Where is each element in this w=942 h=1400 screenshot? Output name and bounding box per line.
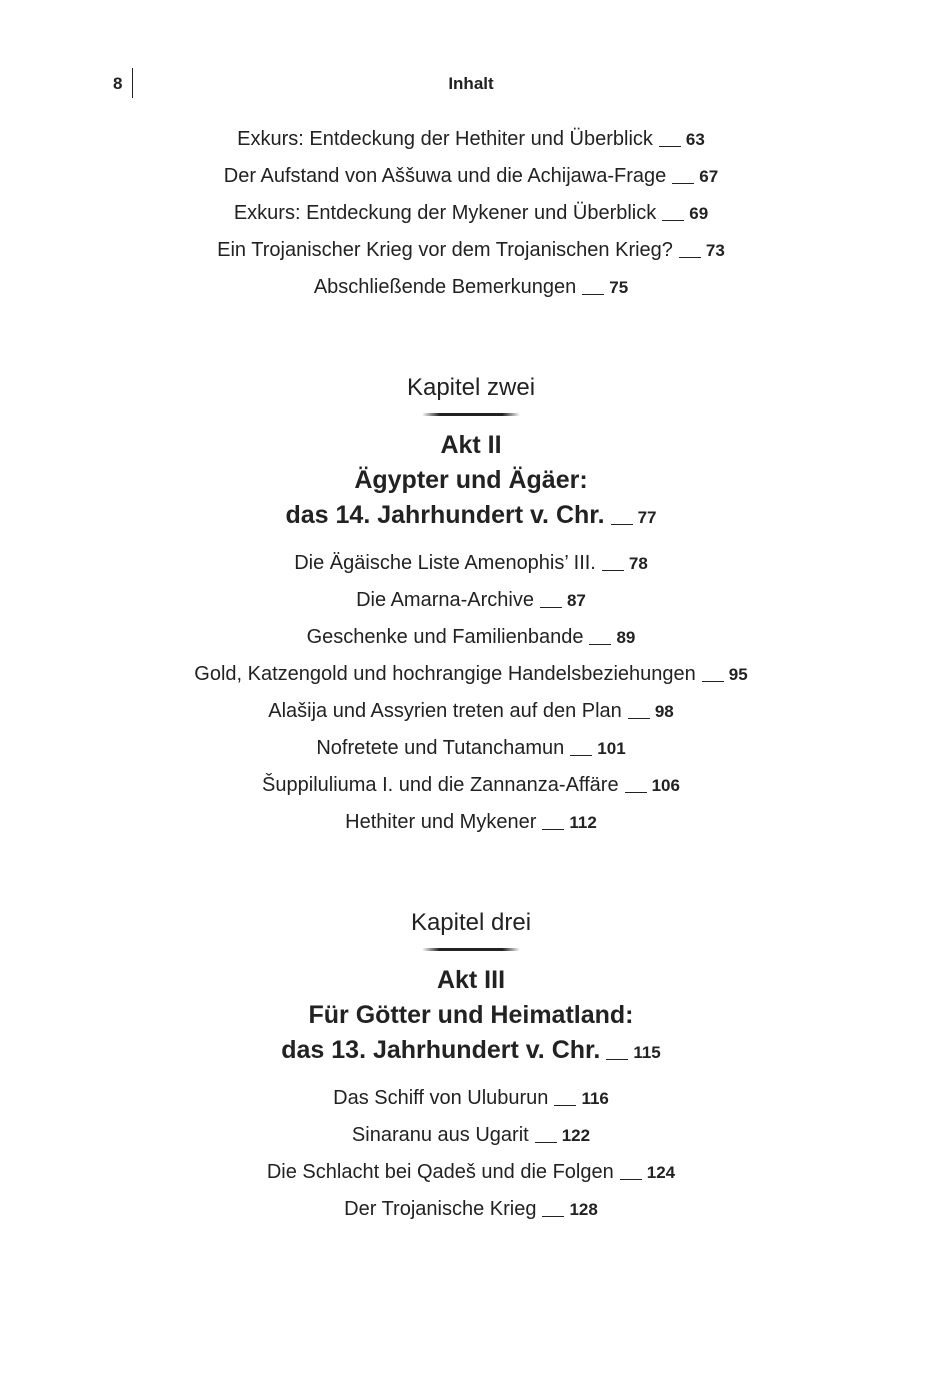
toc-section-top	[0, 121, 942, 306]
leader-line	[620, 1179, 642, 1180]
toc-entry-page: 95	[728, 665, 748, 684]
toc-entry-title: Der Aufstand von Aššuwa und die Achijawa-Frage	[223, 165, 667, 187]
toc-entry[interactable]	[0, 158, 942, 195]
leader-line	[540, 607, 562, 608]
toc-entry[interactable]	[0, 1191, 942, 1228]
chapter-heading	[0, 373, 942, 535]
toc-entry-page: 73	[705, 241, 725, 260]
chapter-divider	[422, 948, 520, 951]
toc-entry[interactable]	[0, 804, 942, 841]
chapter-subtitle: das 13. Jahrhundert v. Chr.	[281, 1036, 601, 1064]
toc-entry[interactable]	[0, 195, 942, 232]
act-label: Akt III	[436, 966, 506, 994]
leader-line	[625, 792, 647, 793]
toc-section-chapter-three	[0, 1080, 942, 1228]
toc-entry-title: Die Ägäische Liste Amenophis’ III.	[294, 552, 596, 574]
chapter-page: 77	[637, 508, 657, 527]
toc-entry-title: Sinaranu aus Ugarit	[351, 1124, 529, 1146]
toc-entry-title: Hethiter und Mykener	[345, 811, 537, 833]
toc-section-chapter-two	[0, 545, 942, 841]
toc-entry[interactable]	[0, 693, 942, 730]
toc-entry-page: 122	[561, 1126, 591, 1145]
toc-entry-page: 112	[569, 813, 597, 832]
chapter-label: Kapitel drei	[410, 909, 532, 936]
leader-line	[662, 220, 684, 221]
chapter-divider	[422, 413, 520, 416]
toc-entry-page: 106	[651, 776, 680, 795]
toc-entry-title: Alašija und Assyrien treten auf den Plan	[268, 700, 622, 722]
toc-entry[interactable]	[0, 269, 942, 306]
toc-entry-title: Abschließende Bemerkungen	[313, 276, 577, 298]
page-number: 8	[113, 74, 123, 93]
chapter-title-line[interactable]	[0, 498, 942, 535]
toc-entry[interactable]	[0, 1154, 942, 1191]
toc-entry-title: Ein Trojanischer Krieg vor dem Trojanischen Krieg?	[217, 239, 673, 261]
toc-entry-page: 128	[569, 1200, 598, 1219]
leader-line	[582, 294, 604, 295]
toc-entry-title: Gold, Katzengold und hochrangige Handelsbeziehungen	[194, 663, 696, 685]
leader-line	[628, 718, 650, 719]
leader-line	[570, 755, 592, 756]
toc-entry-title: Nofretete und Tutanchamun	[316, 737, 565, 759]
toc-entry-page: 89	[616, 628, 636, 647]
toc-entry[interactable]	[0, 656, 942, 693]
toc-entry[interactable]	[0, 730, 942, 767]
chapter-subtitle: das 14. Jahrhundert v. Chr.	[285, 501, 605, 529]
toc-entry-page: 124	[646, 1163, 676, 1182]
leader-line	[611, 524, 633, 525]
toc-entry[interactable]	[0, 619, 942, 656]
toc-entry-page: 87	[566, 591, 586, 610]
leader-line	[606, 1059, 628, 1060]
toc-entry[interactable]	[0, 121, 942, 158]
toc-entry-page: 98	[654, 702, 674, 721]
toc-entry[interactable]	[0, 1117, 942, 1154]
leader-line	[535, 1142, 557, 1143]
toc-entry-title: Die Amarna-Archive	[356, 589, 534, 611]
toc-entry[interactable]	[0, 767, 942, 804]
leader-line	[589, 644, 611, 645]
page-header	[0, 72, 942, 98]
toc-entry-title: Exkurs: Entdeckung der Hethiter und Überblick	[237, 128, 653, 150]
leader-line	[602, 570, 624, 571]
toc-entry-title: Die Schlacht bei Qadeš und die Folgen	[266, 1161, 614, 1183]
chapter-page: 115	[633, 1043, 661, 1062]
chapter-title-line: Ägypter und Ägäer:	[354, 466, 588, 494]
toc-entry-title: Das Schiff von Uluburun	[333, 1087, 549, 1109]
leader-line	[679, 257, 701, 258]
toc-entry-page: 67	[699, 167, 719, 186]
toc-entry-page: 69	[689, 204, 709, 223]
leader-line	[659, 146, 681, 147]
leader-line	[702, 681, 724, 682]
chapter-heading	[0, 908, 942, 1070]
toc-entry[interactable]	[0, 545, 942, 582]
toc-entry-page: 63	[685, 130, 705, 149]
chapter-label: Kapitel zwei	[406, 374, 536, 401]
toc-entry-page: 116	[581, 1089, 609, 1108]
chapter-title-line[interactable]	[0, 1033, 942, 1070]
toc-entry-title: Šuppiluliuma I. und die Zannanza-Affäre	[262, 774, 619, 796]
chapter-title-line: Für Götter und Heimatland:	[308, 1001, 634, 1029]
act-label: Akt II	[440, 431, 502, 459]
leader-line	[554, 1105, 576, 1106]
toc-entry-page: 101	[597, 739, 626, 758]
toc-entry-page: 78	[628, 554, 648, 573]
toc-entry-page: 75	[609, 278, 629, 297]
toc-entry[interactable]	[0, 1080, 942, 1117]
leader-line	[542, 829, 564, 830]
toc-entry-title: Exkurs: Entdeckung der Mykener und Überblick	[233, 202, 657, 224]
toc-entry-title: Geschenke und Familienbande	[306, 626, 584, 648]
toc-entry[interactable]	[0, 232, 942, 269]
running-title: Inhalt	[448, 74, 494, 93]
leader-line	[672, 183, 694, 184]
toc-entry[interactable]	[0, 582, 942, 619]
toc-entry-title: Der Trojanische Krieg	[344, 1198, 537, 1220]
leader-line	[542, 1216, 564, 1217]
